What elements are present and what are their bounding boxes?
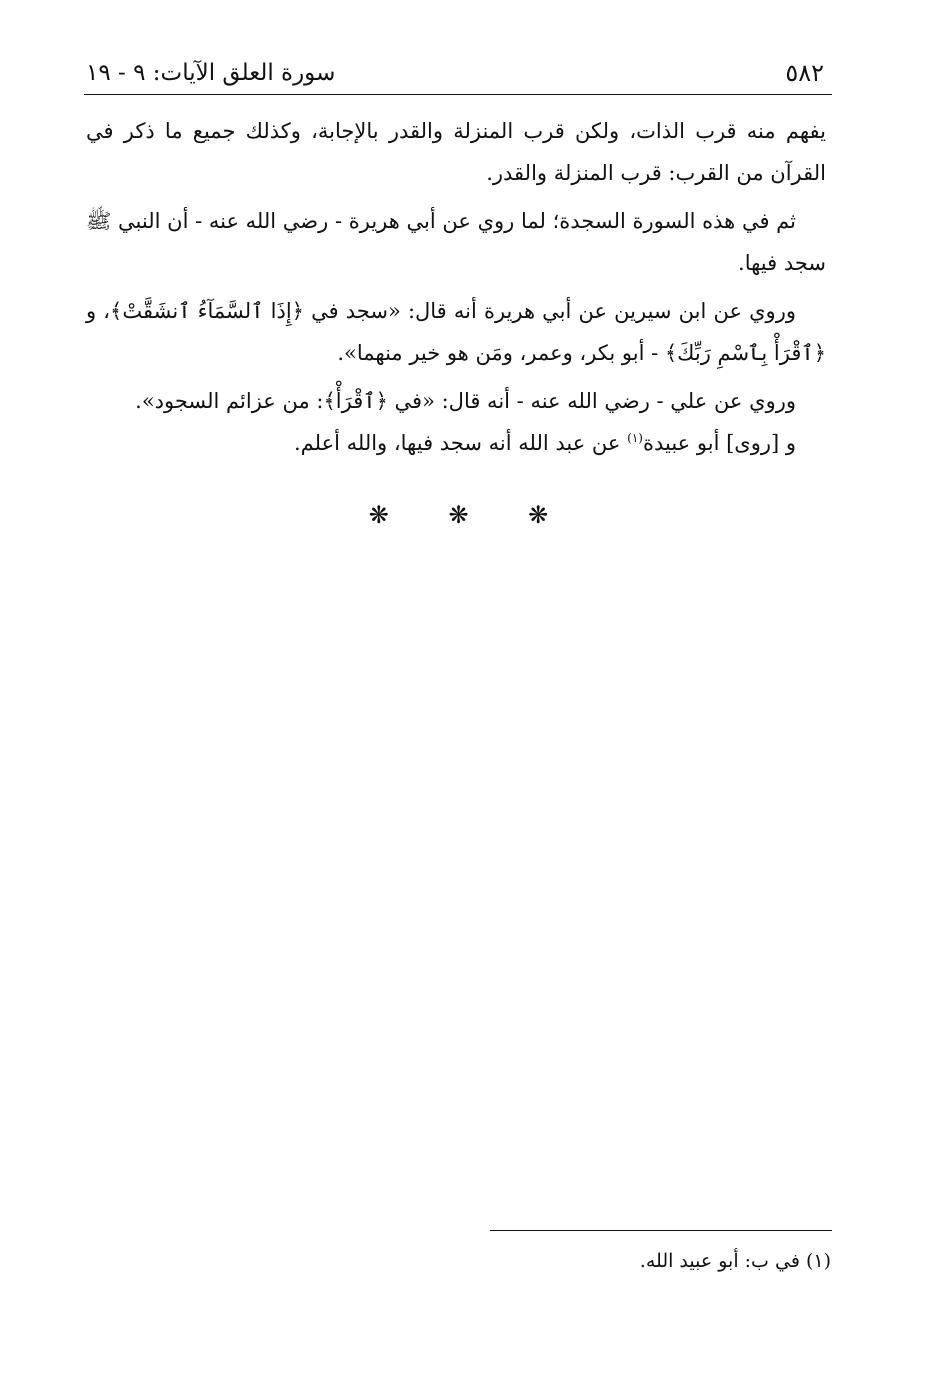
paragraph-5 [86, 422, 826, 464]
running-header [84, 52, 832, 94]
header-rule [84, 94, 832, 95]
paragraph-4: وروي عن علي - رضي الله عنه - أنه قال: «في ﴿ٱقْرَأْ﴾: من عزائم السجود». [135, 389, 796, 413]
main-text [86, 110, 826, 464]
chapter-title: سورة العلق الآيات: ٩ - ١٩ [86, 60, 336, 86]
footnote-reference[interactable]: (١) [627, 431, 643, 445]
paragraph-5-end: عن عبد الله أنه سجد فيها، والله أعلم. [293, 431, 621, 455]
page-number: ٥٨٢ [785, 59, 824, 87]
paragraph-2: ثم في هذه السورة السجدة؛ لما روي عن أبي هريرة - رضي الله عنه - أن النبي ﷺ سجد فيها. [86, 209, 826, 275]
section-divider: ❋ ❋ ❋ [368, 501, 575, 529]
footnote-1: (١) في ب: أبو عبيد الله. [639, 1250, 831, 1272]
paragraph-1: يفهم منه قرب الذات، ولكن قرب المنزلة والقدر بالإجابة، وكذلك جميع ما ذكر في القرآن من القرب: قرب المنزلة والقدر. [86, 119, 826, 185]
footnote-rule [490, 1230, 832, 1231]
paragraph-3: وروي عن ابن سيرين عن أبي هريرة أنه قال: «سجد في ﴿إِذَا ٱلسَّمَآءُ ٱنشَقَّتْ﴾، و ﴿ٱقْرَأْ بِٱسْمِ رَبِّكَ﴾ - أبو بكر، وعمر، ومَن هو خير منهما». [86, 299, 826, 365]
paragraph-5-start: و [روى] أبو عبيدة [642, 431, 796, 455]
